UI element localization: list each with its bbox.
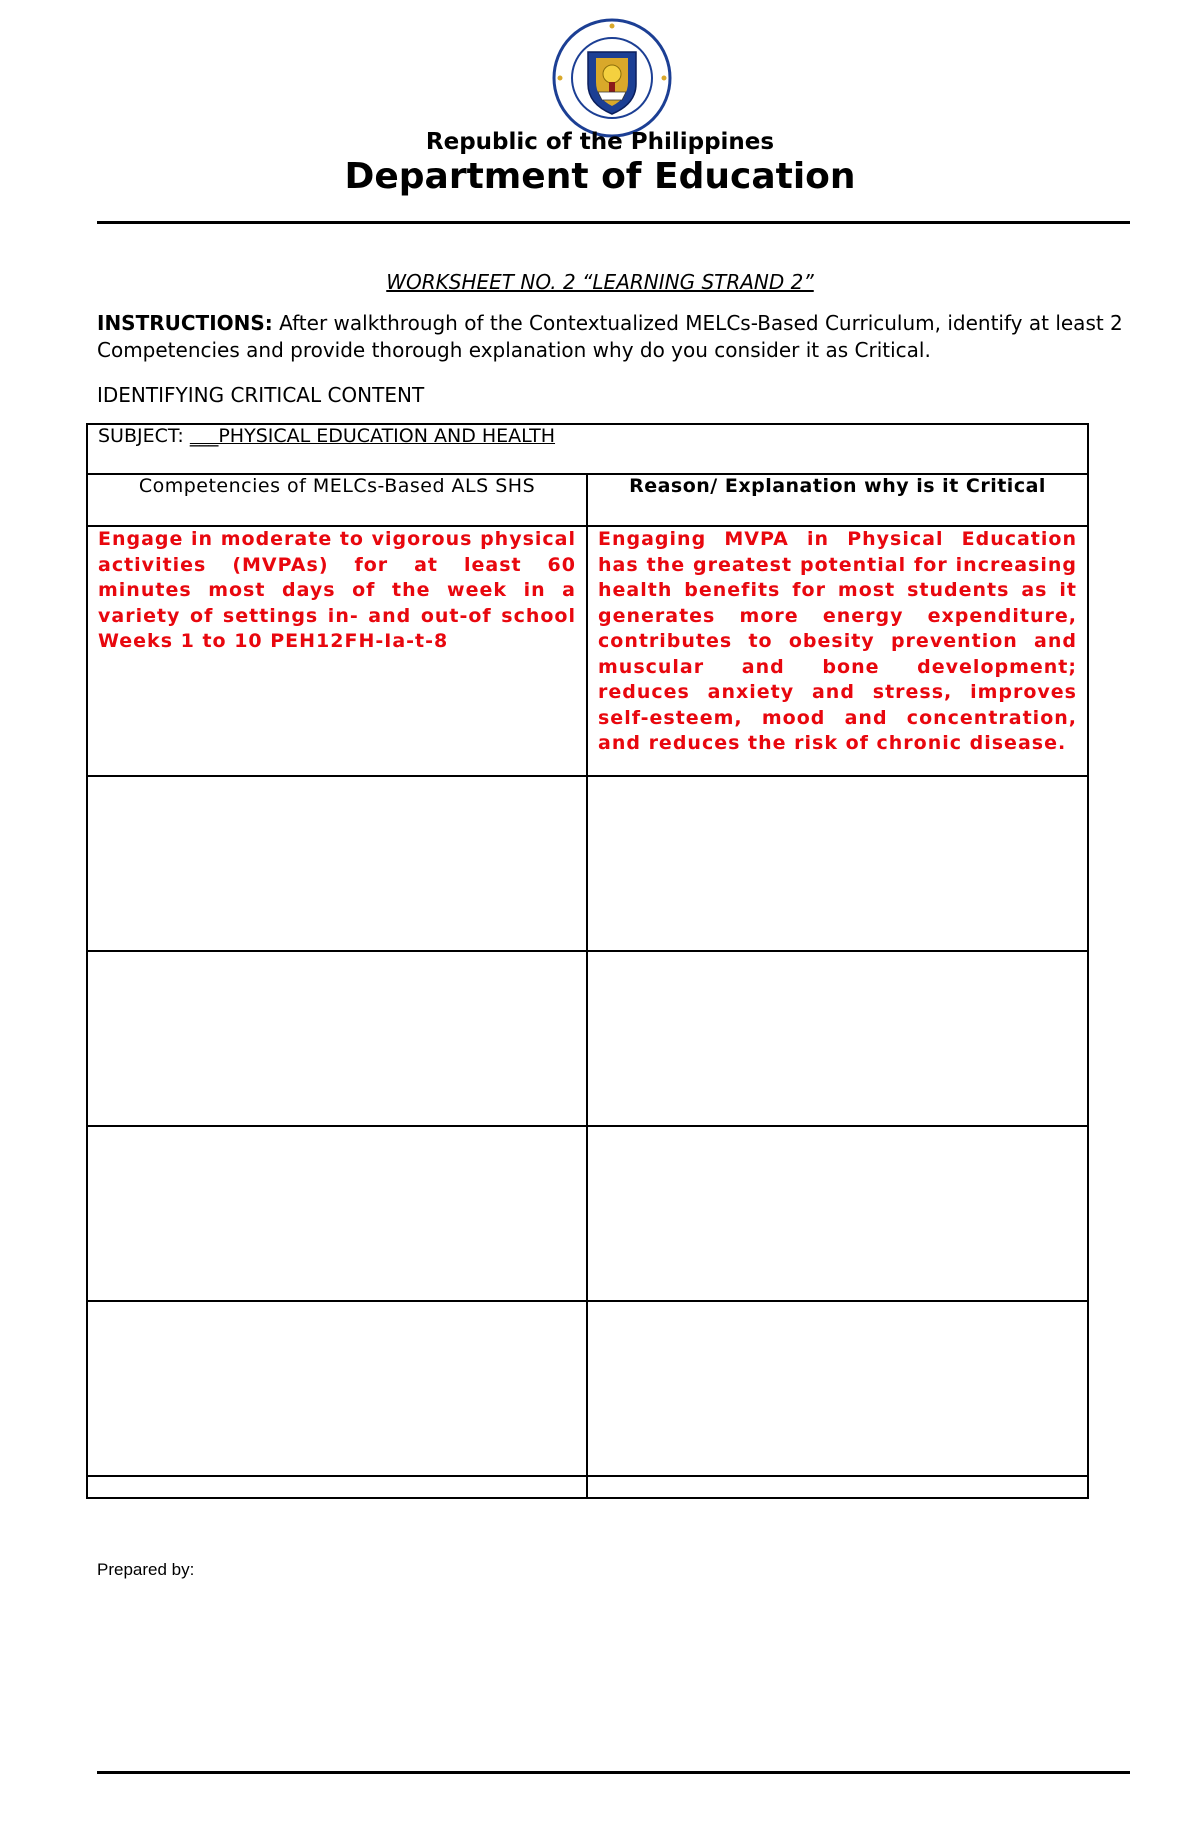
republic-heading: Republic of the Philippines	[425, 129, 775, 155]
instructions-text: After walkthrough of the Contextualized MELCs-Based Curriculum, identify at least 2 Competencies and provide thorough explanation why do you consider it as Critical.	[97, 311, 1123, 362]
instructions	[97, 310, 1132, 364]
table-row	[87, 1476, 1088, 1498]
competency-cell-empty[interactable]	[87, 1476, 587, 1498]
reason-cell-empty[interactable]	[587, 951, 1088, 1126]
competency-cell-empty[interactable]	[87, 951, 587, 1126]
prepared-by-label: Prepared by:	[97, 1560, 195, 1579]
competency-cell-empty[interactable]	[87, 776, 587, 951]
reason-cell-empty[interactable]	[587, 1301, 1088, 1476]
subject-cell	[87, 424, 1088, 474]
table-row	[87, 776, 1088, 951]
competency-cell-empty[interactable]	[87, 1301, 587, 1476]
table-row	[87, 1126, 1088, 1301]
section-title: IDENTIFYING CRITICAL CONTENT	[97, 383, 425, 407]
table-row	[87, 1301, 1088, 1476]
reason-cell-empty[interactable]	[587, 1476, 1088, 1498]
reason-cell-empty[interactable]	[587, 776, 1088, 951]
reason-header: Reason/ Explanation why is it Critical	[587, 474, 1088, 526]
footer-divider	[97, 1771, 1130, 1774]
competency-cell[interactable]: Engage in moderate to vigorous physical activities (MVPAs) for at least 60 minutes most days of the week in a variety of settings in- and out-of school Weeks 1 to 10 PEH12FH-Ia-t-8	[87, 526, 587, 776]
table-row	[87, 526, 1088, 776]
reason-cell-empty[interactable]	[587, 1126, 1088, 1301]
subject-label: SUBJECT:	[98, 425, 190, 447]
critical-content-table	[86, 423, 1089, 1499]
worksheet-title: WORKSHEET NO. 2 “LEARNING STRAND 2”	[386, 270, 814, 294]
header-divider	[97, 221, 1130, 224]
subject-value: ___PHYSICAL EDUCATION AND HEALTH	[189, 425, 556, 447]
instructions-label: INSTRUCTIONS:	[97, 311, 273, 335]
competencies-header: Competencies of MELCs-Based ALS SHS	[87, 474, 587, 526]
reason-cell[interactable]: Engaging MVPA in Physical Education has the greatest potential for increasing health benefits for most students as it generates more energy expenditure, contributes to obesity prevention and muscular and bone development; reduces anxiety and stress, improves self-esteem, mood and concentration, and reduces the risk of chronic disease.	[587, 526, 1088, 776]
table-row	[87, 951, 1088, 1126]
department-heading: Department of Education	[344, 156, 856, 197]
deped-seal	[552, 18, 672, 138]
competency-cell-empty[interactable]	[87, 1126, 587, 1301]
